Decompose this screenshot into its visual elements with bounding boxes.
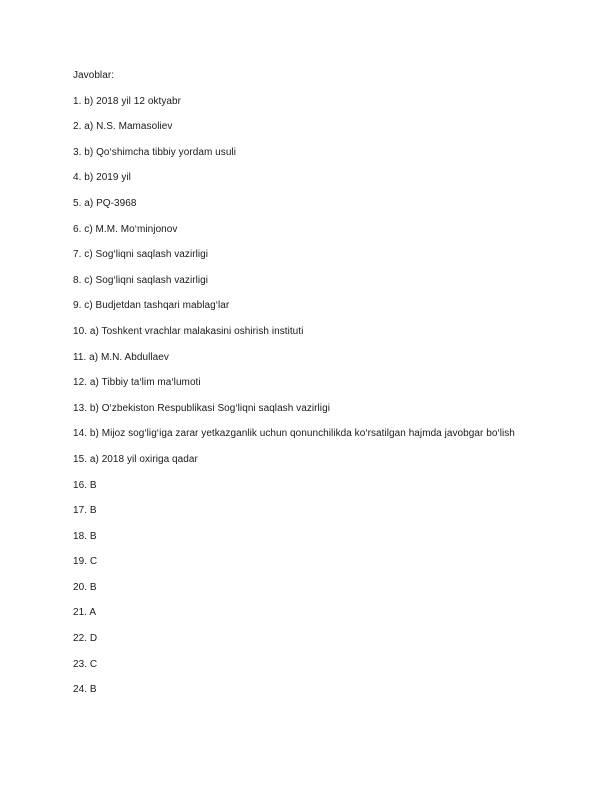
answer-item-17: 17. B — [73, 505, 97, 517]
answer-item-9: 9. c) Budjetdan tashqari mablag‘lar — [73, 300, 230, 312]
answers-heading: Javoblar: — [73, 70, 115, 81]
answer-item-13: 13. b) O‘zbekiston Respublikasi Sog‘liqni saqlash vazirligi — [73, 402, 330, 414]
answer-item-24: 24. B — [73, 684, 97, 696]
answer-item-5: 5. a) PQ-3968 — [73, 197, 137, 209]
answer-item-7: 7. c) Sog‘liqni saqlash vazirligi — [73, 249, 209, 261]
answer-item-6: 6. c) M.M. Mo‘minjonov — [73, 223, 178, 235]
answer-item-4: 4. b) 2019 yil — [73, 172, 131, 184]
answer-item-23: 23. C — [73, 658, 98, 670]
answer-item-22: 22. D — [73, 633, 98, 645]
answer-item-12: 12. a) Tibbiy ta‘lim ma‘lumoti — [73, 377, 201, 389]
answer-item-20: 20. B — [73, 581, 97, 593]
answer-item-11: 11. a) M.N. Abdullaev — [73, 351, 169, 363]
answer-item-3: 3. b) Qo‘shimcha tibbiy yordam usuli — [73, 146, 236, 158]
answer-list — [73, 70, 553, 710]
answer-item-10: 10. a) Toshkent vrachlar malakasini oshirish instituti — [73, 325, 304, 337]
answer-item-8: 8. c) Sog‘liqni saqlash vazirligi — [73, 274, 209, 286]
answer-item-19: 19. C — [73, 556, 98, 568]
answer-item-16: 16. B — [73, 479, 97, 491]
answer-item-21: 21. A — [73, 607, 97, 619]
answer-item-18: 18. B — [73, 530, 97, 542]
answer-item-14: 14. b) Mijoz sog‘lig‘iga zarar yetkazganlik uchun qonunchilikda ko‘rsatilgan hajmda javobgar bo‘lish — [73, 428, 515, 440]
answer-item-15: 15. a) 2018 yil oxiriga qadar — [73, 453, 198, 465]
answer-item-2: 2. a) N.S. Mamasoliev — [73, 121, 173, 133]
answer-item-1: 1. b) 2018 yil 12 oktyabr — [73, 95, 181, 107]
